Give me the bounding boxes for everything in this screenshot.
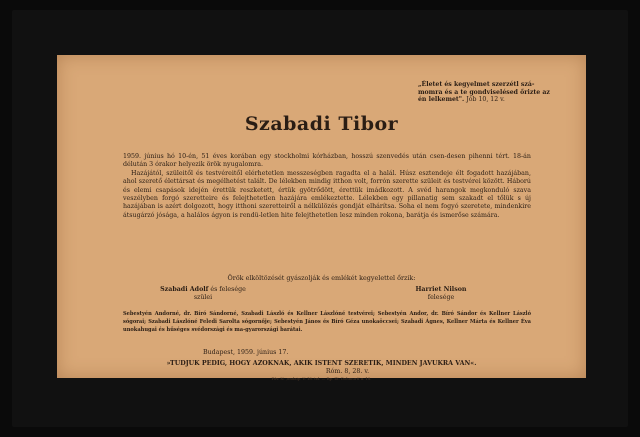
mourners-columns [123, 286, 531, 306]
bible-motto [418, 81, 558, 104]
closing-reference: Róm. 8, 28. v. [325, 368, 370, 375]
partner-name: Harriet Nilson [415, 286, 467, 293]
closing-quote: »TUDJUK PEDIG, HOGY AZOKNAK, AKIK ISTENT SZERETIK, MINDEN JAVUKRA VAN«. [166, 360, 477, 367]
obituary-body [123, 153, 531, 220]
mourning-line: Örök elköltözését gyászolják és emlékét kegyelettel őrzik: [227, 274, 416, 282]
printer-line: Főv. N. ,ondaip. V. 18. tel. — Rp. IX. Dohmurtí u. 18. [271, 376, 372, 381]
relatives-list: Sebestyén Andorné, dr. Bíró Sándorné, Szabadi László és Kellner Lászlóné testvérei; Sebestyén Andor, dr. Bíró Sándor és Kellner László sógorai; Szabadi Lászlóné Feledi Sarolta sógornője; Sebestyén János és Bíró Géza unokaöccsei; Szabadi Ágnes, Kellner Márta és Kellner Éva unokahugai és hűséges svédországi és ma-gyarországi barátai. [123, 311, 531, 333]
parents-role: szülei [193, 294, 213, 302]
parents-block [123, 286, 283, 302]
obituary-notice [57, 55, 586, 381]
partner-role: felesége [427, 294, 455, 302]
paragraph-announcement: 1959. június hó 10-én, 51 éves korában egy stockholmi kórházban, hosszú szenvedés után csen-desen pihenni tért. 18-án délután 3 órakor helyezik örök nyugalomra. [123, 153, 531, 169]
parents-suffix: és felesége [210, 286, 246, 293]
partner-block [361, 286, 521, 302]
place-date: Budapest, 1959. június 17. [203, 349, 289, 356]
motto-reference: Jób 10, 12 v. [466, 96, 505, 104]
parents-name: Szabadi Adolf [160, 286, 209, 293]
motto-text: „Életet és kegyelmet szerzétl szá-momra és a te gondviselésed őrizte az én lelkemet". [418, 81, 550, 104]
closing-quote-block [57, 360, 586, 376]
deceased-name: Szabadi Tibor [244, 113, 399, 135]
paragraph-tribute: Hazájától, szüleitől és testvéreitől elérhetetlen messzeségben ragadta el a halál. Húsz esztendeje élt fogadott hazájában, ahol szerető élettársat és megélhetést talált. De lélekben mindig itthon volt, forrón szerette szüleit és testvérei között. Háború és elemi csapások idején érettük reszketett, értük gyötrődött, érettük imádkozott. A svéd harangok megkonduló szava veszélyben forgó szeretteire és felejthetetlen hazájára emlékeztette. Lélekben egy pillanatig sem szakadt el tőlük s új hazájában is azért dolgozott, hogy itthoni szeretteiről a nélkülözés gondját elhárítsa. Soha el nem fogyó szeretete, mindenkire átsugárzó jósága, a halálos ágyon is rendü-letlen hite felejthetetlen lesz minden rokona, barátja és ismerőse számára. [123, 169, 531, 219]
